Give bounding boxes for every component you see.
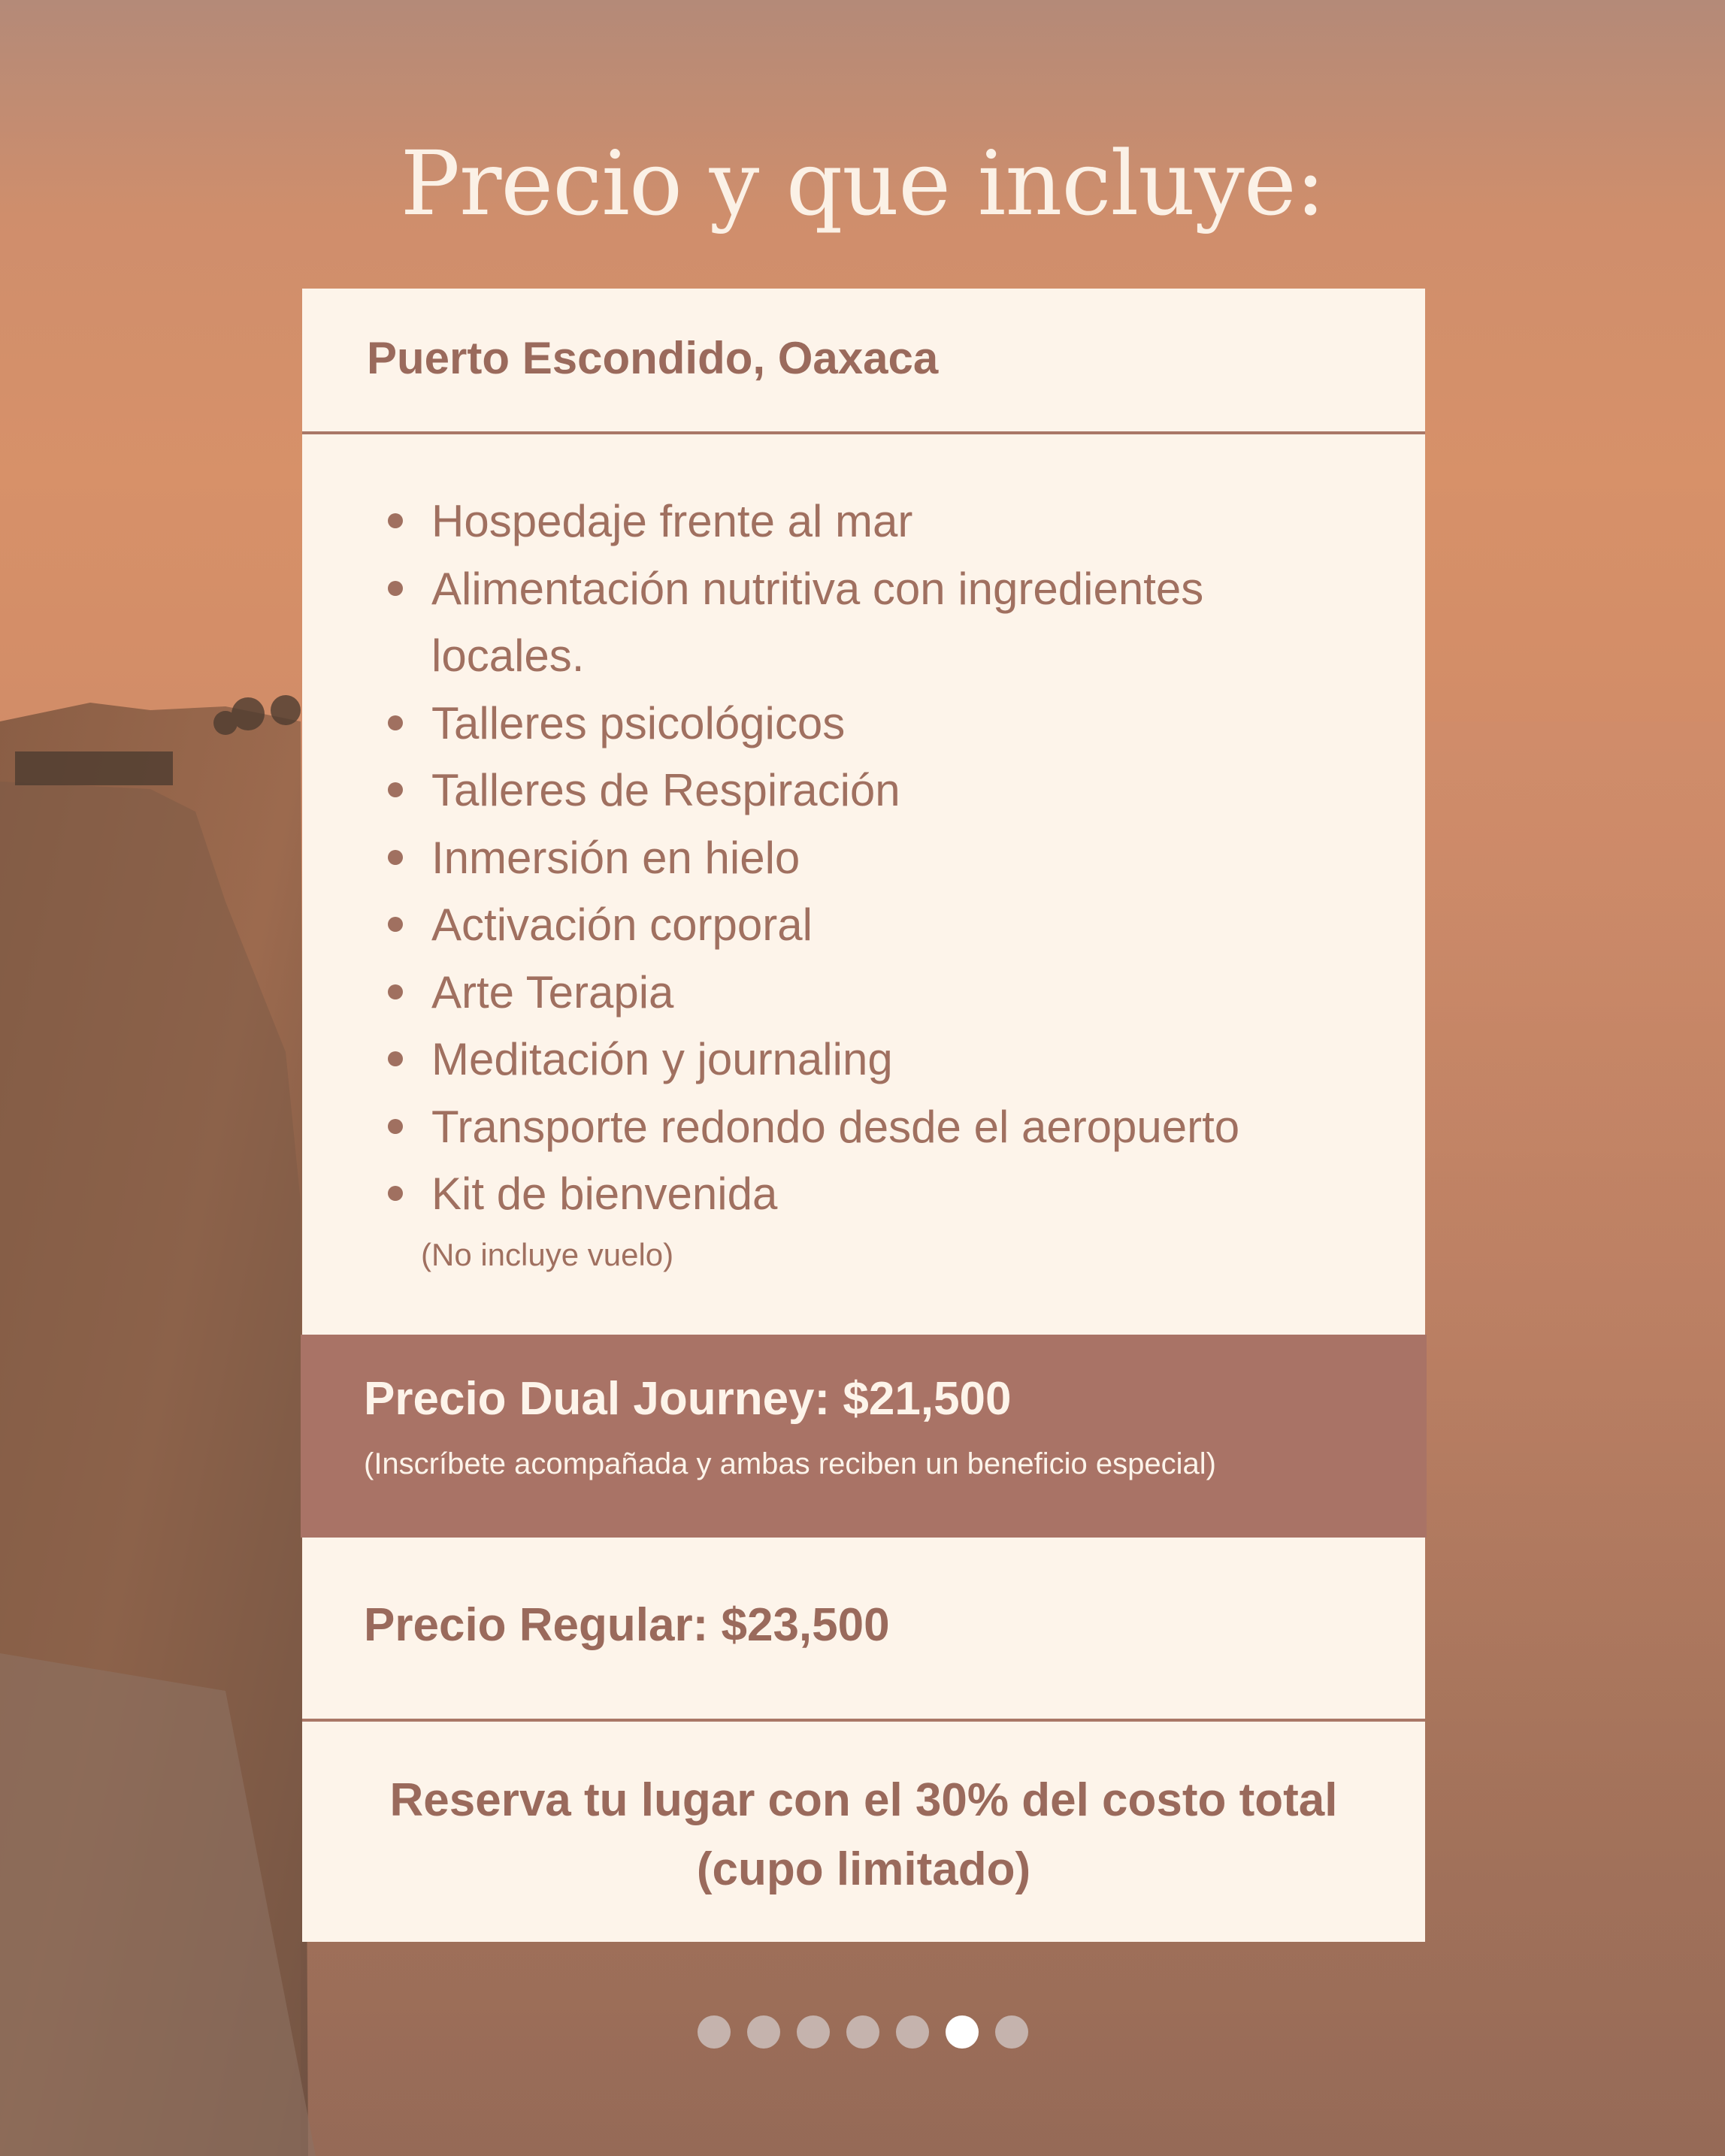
- list-item: Meditación y journaling: [386, 1026, 1363, 1093]
- reserve-line: Reserva tu lugar con el 30% del costo total: [389, 1774, 1338, 1826]
- reserve-line: (cupo limitado): [696, 1843, 1031, 1895]
- divider: [302, 1719, 1425, 1722]
- bullet-icon: [388, 581, 403, 596]
- bullet-icon: [388, 917, 403, 932]
- list-item: Talleres psicológicos: [386, 690, 1363, 757]
- dual-price: Precio Dual Journey: $21,500: [364, 1373, 1012, 1425]
- carousel-dot[interactable]: [846, 2015, 879, 2049]
- list-item: Hospedaje frente al mar: [386, 488, 1363, 555]
- page-title: Precio y que incluye:: [400, 132, 1325, 235]
- location-label: Puerto Escondido, Oaxaca: [367, 333, 939, 383]
- list-item: Kit de bienvenida: [386, 1160, 1363, 1228]
- list-item: Alimentación nutritiva con ingredientes locales.: [386, 555, 1363, 690]
- carousel-dot[interactable]: [995, 2015, 1028, 2049]
- bullet-icon: [388, 513, 403, 528]
- carousel-dot[interactable]: [896, 2015, 929, 2049]
- bullet-icon: [388, 984, 403, 999]
- carousel-dot[interactable]: [946, 2015, 979, 2049]
- flight-note: (No incluye vuelo): [421, 1237, 674, 1272]
- bullet-icon: [388, 1051, 403, 1066]
- divider: [302, 431, 1425, 434]
- bullet-icon: [388, 715, 403, 730]
- bullet-icon: [388, 1119, 403, 1134]
- reserve-text: [302, 1766, 1425, 1904]
- pricing-card: [302, 289, 1425, 1942]
- carousel-dot[interactable]: [698, 2015, 731, 2049]
- list-item: Talleres de Respiración: [386, 757, 1363, 824]
- list-item: Inmersión en hielo: [386, 824, 1363, 892]
- includes-list: [386, 488, 1363, 1228]
- carousel-dot[interactable]: [747, 2015, 780, 2049]
- dual-price-banner: [301, 1335, 1427, 1538]
- list-item: Transporte redondo desde el aeropuerto: [386, 1093, 1363, 1161]
- regular-price: Precio Regular: $23,500: [364, 1599, 890, 1651]
- bullet-icon: [388, 850, 403, 865]
- carousel-dot[interactable]: [797, 2015, 830, 2049]
- list-item: Activación corporal: [386, 891, 1363, 959]
- list-item: Arte Terapia: [386, 959, 1363, 1027]
- bullet-icon: [388, 782, 403, 797]
- bullet-icon: [388, 1186, 403, 1201]
- dual-note: (Inscríbete acompañada y ambas reciben un beneficio especial): [364, 1447, 1216, 1480]
